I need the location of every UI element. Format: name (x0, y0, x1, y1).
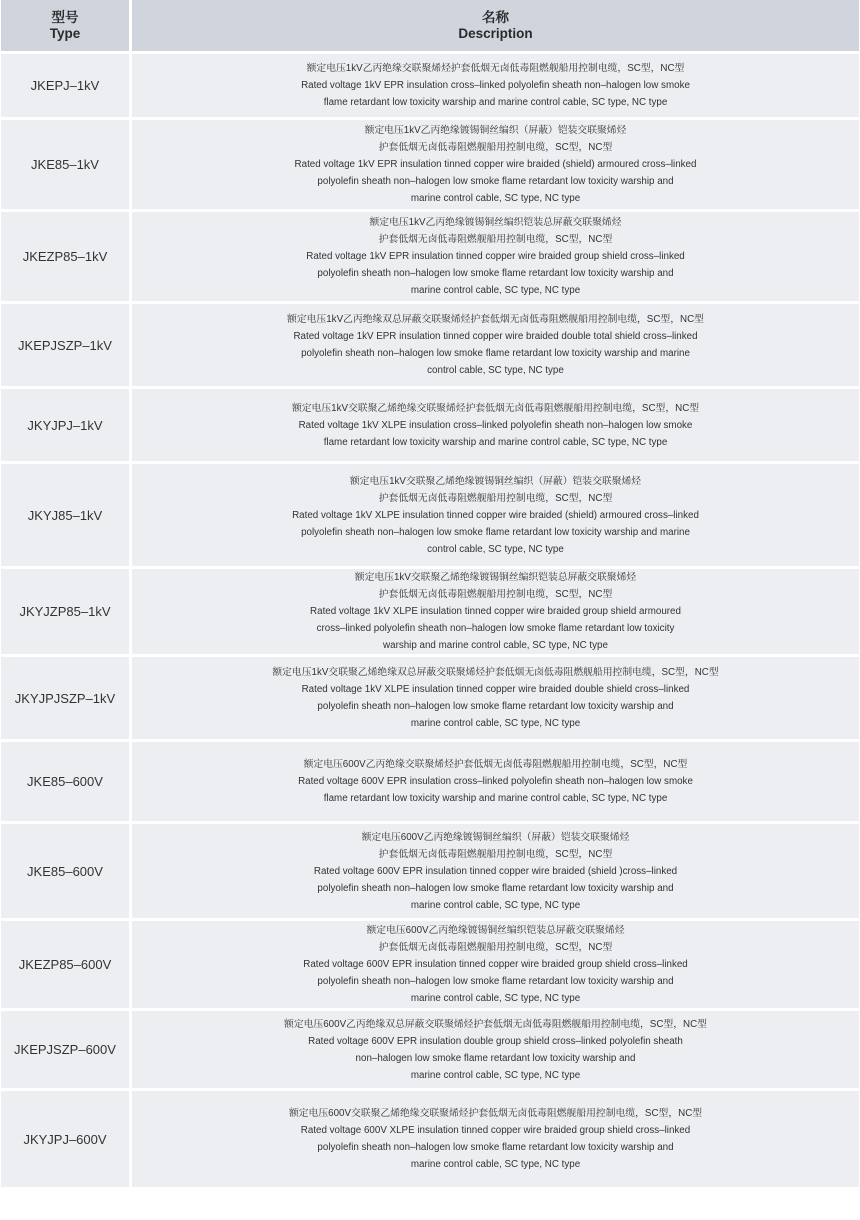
description-column-header (132, 0, 859, 54)
description-line: Rated voltage 600V EPR insulation tinned copper wire braided group shield cross–linked (303, 959, 688, 970)
description-line: Rated voltage 1kV EPR insulation tinned copper wire braided (shield) armoured cross–linked (294, 159, 697, 170)
cable-description-cell (132, 54, 859, 120)
cable-type-cell: JKEPJSZP–600V (1, 1011, 132, 1091)
description-line: 额定电压1kV乙丙绝缘镀锡铜丝编织铠装总屏蔽交联聚烯烃 (369, 217, 622, 228)
description-line: 额定电压1kV乙丙绝缘交联聚烯烃护套低烟无卤低毒阻燃舰船用控制电缆，SC型，NC型 (306, 63, 685, 74)
cable-spec-sheet (1, 0, 859, 1190)
description-line: Rated voltage 1kV XLPE insulation tinned copper wire braided group shield armoured (310, 606, 681, 617)
description-line: polyolefin sheath non–halogen low smoke flame retardant low toxicity warship and (317, 882, 674, 894)
description-line: 额定电压600V乙丙绝缘镀锡铜丝编织铠装总屏蔽交联聚烯烃 (366, 925, 625, 936)
cable-description-cell (132, 1011, 859, 1091)
description-line: Rated voltage 600V EPR insulation double group shield cross–linked polyolefin sheath (308, 1035, 683, 1047)
description-line: Rated voltage 600V EPR insulation cross–linked polyolefin sheath non–halogen low smoke (298, 776, 693, 787)
cable-type-cell: JKYJPJ–600V (1, 1091, 132, 1190)
description-line: marine control cable, SC type, NC type (410, 285, 581, 296)
description-line: Rated voltage 1kV EPR insulation tinned copper wire braided group shield cross–linked (306, 251, 685, 262)
description-line: 护套低烟无卤低毒阻燃舰船用控制电缆，SC型，NC型 (378, 492, 613, 504)
table-row (1, 742, 859, 824)
description-line: Rated voltage 1kV XLPE insulation tinned copper wire braided (shield) armoured cross–linked (292, 509, 699, 521)
cable-type-cell: JKYJZP85–1kV (1, 569, 132, 657)
description-line: Rated voltage 1kV EPR insulation tinned copper wire braided double total shield cross–linked (293, 331, 698, 342)
description-header-en: Description (458, 25, 533, 41)
description-line: 额定电压1kV交联聚乙烯绝缘镀锡铜丝编织（屏蔽）铠装交联聚烯烃 (349, 475, 642, 487)
description-line: Rated voltage 600V XLPE insulation tinned copper wire braided group shield cross–linked (300, 1125, 691, 1136)
description-line: 额定电压600V乙丙绝缘交联聚烯烃护套低烟无卤低毒阻燃舰船用控制电缆，SC型，NC型 (303, 759, 688, 770)
table-row (1, 1011, 859, 1091)
table-row (1, 54, 859, 120)
table-row (1, 464, 859, 569)
table-row (1, 569, 859, 657)
description-line: polyolefin sheath non–halogen low smoke flame retardant low toxicity warship and (317, 268, 674, 279)
description-line: cross–linked polyolefin sheath non–halogen low smoke flame retardant low toxicity (316, 623, 675, 634)
cable-type-cell: JKYJPJSZP–1kV (1, 657, 132, 742)
table-body (1, 54, 859, 1190)
cable-type-cell: JKEPJ–1kV (1, 54, 132, 120)
cable-type-cell: JKYJ85–1kV (1, 464, 132, 569)
description-line: 护套低烟无卤低毒阻燃舰船用控制电缆，SC型，NC型 (378, 142, 613, 153)
table-row (1, 120, 859, 212)
description-line: 护套低烟无卤低毒阻燃舰船用控制电缆，SC型，NC型 (378, 234, 613, 245)
type-header-en: Type (49, 25, 81, 41)
description-line: Rated voltage 1kV XLPE insulation tinned copper wire braided double shield cross–linked (301, 684, 690, 695)
description-line: flame retardant low toxicity warship and marine control cable, SC type, NC type (323, 97, 668, 108)
header-row (1, 0, 859, 54)
table-row (1, 921, 859, 1011)
description-line: non–halogen low smoke flame retardant low toxicity warship and (355, 1052, 636, 1064)
cable-description-cell (132, 389, 859, 464)
cable-type-cell: JKEPJSZP–1kV (1, 304, 132, 389)
description-line: 额定电压1kV乙丙绝缘双总屏蔽交联聚烯烃护套低烟无卤低毒阻燃舰船用控制电缆，SC型，NC型 (287, 314, 704, 325)
description-line: polyolefin sheath non–halogen low smoke flame retardant low toxicity warship and (317, 1142, 674, 1153)
table-row (1, 657, 859, 742)
cable-type-cell: JKYJPJ–1kV (1, 389, 132, 464)
cable-description-cell (132, 824, 859, 921)
cable-type-cell: JKEZP85–600V (1, 921, 132, 1011)
description-line: 额定电压1kV乙丙绝缘镀锡铜丝编织（屏蔽）铠装交联聚烯烃 (364, 125, 627, 136)
table-row (1, 389, 859, 464)
description-line: Rated voltage 1kV XLPE insulation cross–linked polyolefin sheath non–halogen low smoke (298, 419, 693, 431)
description-line: 额定电压600V乙丙绝缘双总屏蔽交联聚烯烃护套低烟无卤低毒阻燃舰船用控制电缆，SC型，NC型 (284, 1018, 707, 1030)
description-line: 额定电压1kV交联聚乙烯绝缘双总屏蔽交联聚烯烃护套低烟无卤低毒阻燃舰船用控制电缆，SC型，NC型 (272, 667, 719, 678)
description-line: marine control cable, SC type, NC type (410, 1159, 581, 1170)
description-line: 护套低烟无卤低毒阻燃舰船用控制电缆，SC型，NC型 (378, 589, 613, 600)
cable-description-cell (132, 212, 859, 304)
cable-description-cell (132, 464, 859, 569)
description-line: polyolefin sheath non–halogen low smoke flame retardant low toxicity warship and (317, 701, 674, 712)
table-row (1, 212, 859, 304)
description-line: 额定电压1kV交联聚乙烯绝缘交联聚烯烃护套低烟无卤低毒阻燃舰船用控制电缆，SC型，NC型 (291, 402, 700, 414)
cable-description-cell (132, 120, 859, 212)
table-row (1, 824, 859, 921)
cable-description-cell (132, 569, 859, 657)
table-header (1, 0, 859, 54)
description-line: flame retardant low toxicity warship and marine control cable, SC type, NC type (323, 436, 668, 448)
description-line: polyolefin sheath non–halogen low smoke flame retardant low toxicity warship and (317, 976, 674, 987)
cable-type-cell: JKE85–600V (1, 824, 132, 921)
description-line: 护套低烟无卤低毒阻燃舰船用控制电缆，SC型，NC型 (378, 848, 613, 860)
description-line: Rated voltage 1kV EPR insulation cross–linked polyolefin sheath non–halogen low smoke (301, 80, 690, 91)
cable-spec-table (1, 0, 859, 1190)
description-line: 额定电压600V交联聚乙烯绝缘交联聚烯烃护套低烟无卤低毒阻燃舰船用控制电缆，SC型，NC型 (288, 1108, 703, 1119)
description-line: 额定电压600V乙丙绝缘镀锡铜丝编织（屏蔽）铠装交联聚烯烃 (361, 831, 630, 843)
description-header-cn: 名称 (482, 9, 509, 25)
description-line: marine control cable, SC type, NC type (410, 193, 581, 204)
cable-description-cell (132, 742, 859, 824)
type-column-header (1, 0, 132, 54)
description-line: polyolefin sheath non–halogen low smoke flame retardant low toxicity warship and marine (301, 348, 690, 359)
table-row (1, 1091, 859, 1190)
description-line: control cable, SC type, NC type (427, 543, 564, 555)
description-line: 额定电压1kV交联聚乙烯绝缘镀锡铜丝编织铠装总屏蔽交联聚烯烃 (354, 572, 637, 583)
cable-description-cell (132, 304, 859, 389)
description-line: marine control cable, SC type, NC type (410, 899, 581, 911)
description-line: warship and marine control cable, SC type, NC type (383, 640, 608, 651)
description-line: polyolefin sheath non–halogen low smoke flame retardant low toxicity warship and (317, 176, 674, 187)
description-line: marine control cable, SC type, NC type (410, 1069, 581, 1081)
description-line: 护套低烟无卤低毒阻燃舰船用控制电缆，SC型，NC型 (378, 942, 613, 953)
description-line: polyolefin sheath non–halogen low smoke flame retardant low toxicity warship and marine (301, 526, 690, 538)
cable-description-cell (132, 657, 859, 742)
cable-type-cell: JKEZP85–1kV (1, 212, 132, 304)
cable-type-cell: JKE85–600V (1, 742, 132, 824)
type-header-cn: 型号 (51, 9, 79, 25)
description-line: marine control cable, SC type, NC type (410, 718, 581, 729)
description-line: marine control cable, SC type, NC type (410, 993, 581, 1004)
cable-description-cell (132, 921, 859, 1011)
description-line: Rated voltage 600V EPR insulation tinned copper wire braided (shield )cross–linked (313, 865, 678, 877)
cable-description-cell (132, 1091, 859, 1190)
cable-type-cell: JKE85–1kV (1, 120, 132, 212)
description-line: control cable, SC type, NC type (427, 365, 564, 376)
description-line: flame retardant low toxicity warship and marine control cable, SC type, NC type (323, 793, 668, 804)
table-row (1, 304, 859, 389)
